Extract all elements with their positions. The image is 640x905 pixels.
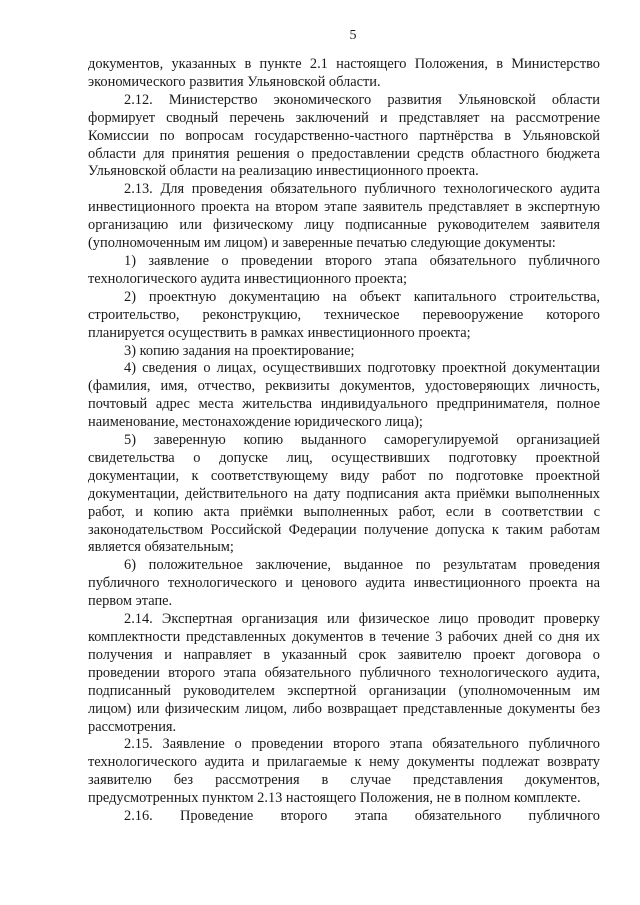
list-item-5: 5) заверенную копию выданного саморегулируемой организацией свидетельства о допуске лиц, осуществивших подготовку проектной документации, к соответствующему виду работ по подготовке проектной документации, действительного на дату подписания акта приёмки выполненных работ, и копию акта приёмки выполненных работ, если в соответствии с законодательством Российской Федерации получение допуска к таким работам является обязательным; (88, 432, 600, 556)
page-number: 5 (349, 28, 357, 43)
list-item-2: 2) проектную документацию на объект капитального строительства, строительство, реконструкцию, техническое перевооружение которого планируется осуществить в рамках инвестиционного проекта; (88, 288, 600, 341)
paragraph-2-12: 2.12. Министерство экономического развития Ульяновской области формирует сводный перечень заключений и представляет на рассмотрение Комиссии по вопросам государственно-частного партнёрства в Ульяновской области для принятия решения о предоставлении средств областного бюджета Ульяновской области на реализацию инвестиционного проекта. (88, 91, 600, 180)
paragraph-2-14: 2.14. Экспертная организация или физическое лицо проводит проверку комплектности представленных документов в течение 3 рабочих дней со дня их получения и направляет в указанный срок заявителю проект договора о проведении второго этапа обязательного публичного технологического аудита, подписанный руководителем экспертной организации (уполномоченным им лицом) или физическим лицом, либо возвращает представленные документы без рассмотрения. (88, 611, 600, 735)
paragraph-2-15: 2.15. Заявление о проведении второго этапа обязательного публичного технологического аудита и прилагаемые к нему документы подлежат возврату заявителю без рассмотрения в случае представления документов, предусмотренных пунктом 2.13 настоящего Положения, не в полном комплекте. (88, 736, 600, 807)
document-body (88, 56, 600, 826)
paragraph-2-16: 2.16. Проведение второго этапа обязательного публичного (124, 808, 600, 825)
list-item-1: 1) заявление о проведении второго этапа обязательного публичного технологического аудита инвестиционного проекта; (88, 252, 600, 287)
list-item-3: 3) копию задания на проектирование; (124, 342, 355, 359)
list-item-6: 6) положительное заключение, выданное по результатам проведения публичного технологического и ценового аудита инвестиционного проекта на первом этапе. (88, 557, 600, 610)
paragraph-2-13: 2.13. Для проведения обязательного публичного технологического аудита инвестиционного проекта на втором этапе заявитель представляет в экспертную организацию или физическому лицу подписанные руководителем заявителя (уполномоченным им лицом) и заверенные печатью следующие документы: (88, 181, 600, 252)
list-item-4: 4) сведения о лицах, осуществивших подготовку проектной документации (фамилия, имя, отчество, реквизиты документов, удостоверяющих личность, почтовый адрес места жительства индивидуального предпринимателя, полное наименование, местонахождение юридического лица); (88, 360, 600, 431)
paragraph-continuation: документов, указанных в пункте 2.1 настоящего Положения, в Министерство экономического развития Ульяновской области. (88, 56, 600, 90)
